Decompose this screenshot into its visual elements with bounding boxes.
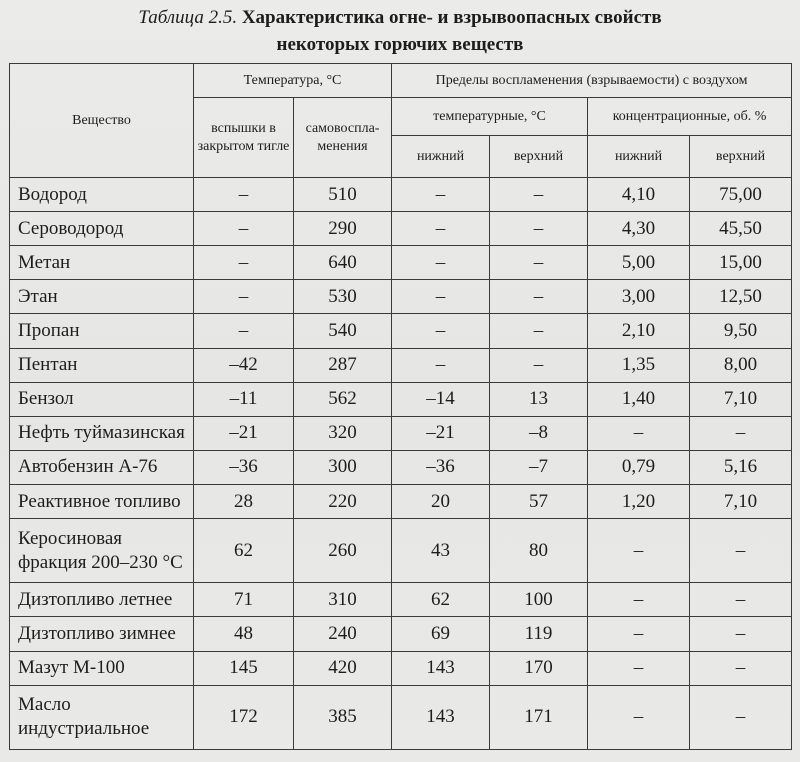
cell-autoignition: 540 <box>294 314 392 348</box>
cell-autoignition: 420 <box>294 651 392 685</box>
table-row <box>10 685 792 749</box>
cell-substance-name: Нефть туймазинская <box>10 416 194 450</box>
properties-table <box>9 63 792 750</box>
table-row <box>10 178 792 212</box>
table-row <box>10 314 792 348</box>
cell-conc-lower: 4,10 <box>588 178 690 212</box>
cell-flash-point: – <box>194 212 294 246</box>
header-conc-upper: верхний <box>690 136 792 178</box>
table-title-line1: Характеристика огне- и взрывоопасных свойств <box>241 7 662 28</box>
cell-flash-point: –42 <box>194 348 294 382</box>
cell-temp-upper: 57 <box>490 484 588 518</box>
cell-temp-upper: 13 <box>490 382 588 416</box>
cell-substance-name: Реактивное топливо <box>10 484 194 518</box>
table-row <box>10 450 792 484</box>
cell-conc-upper: 7,10 <box>690 484 792 518</box>
cell-conc-lower: 4,30 <box>588 212 690 246</box>
cell-substance-name: Автобензин А-76 <box>10 450 194 484</box>
table-row <box>10 246 792 280</box>
cell-conc-upper: – <box>690 416 792 450</box>
cell-temp-lower: 43 <box>392 519 490 583</box>
cell-conc-lower: 1,20 <box>588 484 690 518</box>
cell-conc-upper: 12,50 <box>690 280 792 314</box>
cell-temp-lower: –14 <box>392 382 490 416</box>
cell-substance-name: Пентан <box>10 348 194 382</box>
header-conc-lower: нижний <box>588 136 690 178</box>
cell-conc-upper: – <box>690 617 792 651</box>
cell-conc-lower: 0,79 <box>588 450 690 484</box>
cell-temp-lower: –21 <box>392 416 490 450</box>
header-row-1 <box>10 64 792 98</box>
cell-flash-point: 62 <box>194 519 294 583</box>
cell-temp-lower: 62 <box>392 583 490 617</box>
cell-conc-lower: – <box>588 685 690 749</box>
header-autoignition: самовоспла-менения <box>294 98 392 178</box>
table-row <box>10 651 792 685</box>
cell-autoignition: 240 <box>294 617 392 651</box>
cell-conc-lower: – <box>588 519 690 583</box>
cell-autoignition: 510 <box>294 178 392 212</box>
cell-flash-point: – <box>194 246 294 280</box>
cell-substance-name: Дизтопливо летнее <box>10 583 194 617</box>
table-row <box>10 519 792 583</box>
cell-autoignition: 640 <box>294 246 392 280</box>
cell-conc-upper: 9,50 <box>690 314 792 348</box>
cell-conc-lower: 5,00 <box>588 246 690 280</box>
cell-temp-upper: – <box>490 212 588 246</box>
cell-conc-upper: – <box>690 651 792 685</box>
cell-flash-point: 28 <box>194 484 294 518</box>
cell-conc-lower: – <box>588 651 690 685</box>
cell-conc-lower: 1,35 <box>588 348 690 382</box>
table-body <box>10 178 792 750</box>
cell-autoignition: 320 <box>294 416 392 450</box>
cell-temp-lower: 143 <box>392 651 490 685</box>
table-row <box>10 416 792 450</box>
cell-temp-lower: – <box>392 280 490 314</box>
cell-substance-name: Сероводород <box>10 212 194 246</box>
cell-autoignition: 220 <box>294 484 392 518</box>
header-conc-limits: концентрационные, об. % <box>588 98 792 136</box>
table-caption <box>0 4 800 58</box>
cell-substance-name: Водород <box>10 178 194 212</box>
cell-temp-lower: 20 <box>392 484 490 518</box>
cell-autoignition: 310 <box>294 583 392 617</box>
header-substance: Вещество <box>10 64 194 178</box>
cell-flash-point: – <box>194 178 294 212</box>
cell-conc-upper: 45,50 <box>690 212 792 246</box>
table-row <box>10 212 792 246</box>
cell-conc-upper: 5,16 <box>690 450 792 484</box>
cell-temp-upper: – <box>490 246 588 280</box>
cell-temp-lower: – <box>392 348 490 382</box>
cell-autoignition: 290 <box>294 212 392 246</box>
cell-autoignition: 530 <box>294 280 392 314</box>
table-label: Таблица 2.5. <box>138 7 238 28</box>
cell-temp-upper: – <box>490 348 588 382</box>
cell-flash-point: 145 <box>194 651 294 685</box>
cell-autoignition: 385 <box>294 685 392 749</box>
table-row <box>10 617 792 651</box>
cell-temp-upper: – <box>490 178 588 212</box>
cell-flash-point: – <box>194 314 294 348</box>
cell-substance-name: Метан <box>10 246 194 280</box>
cell-conc-upper: – <box>690 519 792 583</box>
cell-autoignition: 260 <box>294 519 392 583</box>
cell-temp-upper: 80 <box>490 519 588 583</box>
cell-autoignition: 562 <box>294 382 392 416</box>
cell-flash-point: –11 <box>194 382 294 416</box>
cell-temp-lower: – <box>392 212 490 246</box>
cell-substance-name: Этан <box>10 280 194 314</box>
cell-conc-lower: 2,10 <box>588 314 690 348</box>
cell-conc-lower: – <box>588 617 690 651</box>
cell-conc-lower: – <box>588 583 690 617</box>
cell-temp-lower: – <box>392 178 490 212</box>
cell-flash-point: 172 <box>194 685 294 749</box>
table-title-line2: некоторых горючих веществ <box>276 34 524 55</box>
cell-substance-name: Масло индустриальное <box>10 685 194 749</box>
cell-flash-point: –36 <box>194 450 294 484</box>
cell-substance-name: Пропан <box>10 314 194 348</box>
cell-substance-name: Дизтопливо зимнее <box>10 617 194 651</box>
cell-temp-upper: –8 <box>490 416 588 450</box>
table-row <box>10 382 792 416</box>
cell-temp-lower: – <box>392 314 490 348</box>
header-temp-limits: температурные, °С <box>392 98 588 136</box>
cell-autoignition: 287 <box>294 348 392 382</box>
cell-substance-name: Мазут М-100 <box>10 651 194 685</box>
cell-conc-upper: 75,00 <box>690 178 792 212</box>
cell-flash-point: 71 <box>194 583 294 617</box>
cell-temp-upper: 171 <box>490 685 588 749</box>
header-temperature: Температура, °С <box>194 64 392 98</box>
cell-substance-name: Бензол <box>10 382 194 416</box>
table-row <box>10 583 792 617</box>
cell-conc-lower: 1,40 <box>588 382 690 416</box>
cell-temp-upper: –7 <box>490 450 588 484</box>
cell-flash-point: –21 <box>194 416 294 450</box>
table-row <box>10 348 792 382</box>
header-flash-point: вспышки в закрытом тигле <box>194 98 294 178</box>
cell-conc-upper: 7,10 <box>690 382 792 416</box>
cell-conc-lower: – <box>588 416 690 450</box>
cell-autoignition: 300 <box>294 450 392 484</box>
cell-conc-upper: 15,00 <box>690 246 792 280</box>
cell-conc-lower: 3,00 <box>588 280 690 314</box>
table-row <box>10 484 792 518</box>
cell-temp-lower: 69 <box>392 617 490 651</box>
cell-flash-point: 48 <box>194 617 294 651</box>
cell-temp-lower: –36 <box>392 450 490 484</box>
header-temp-lower: нижний <box>392 136 490 178</box>
cell-temp-lower: 143 <box>392 685 490 749</box>
header-temp-upper: верхний <box>490 136 588 178</box>
cell-flash-point: – <box>194 280 294 314</box>
cell-conc-upper: 8,00 <box>690 348 792 382</box>
cell-temp-upper: – <box>490 280 588 314</box>
cell-temp-upper: 170 <box>490 651 588 685</box>
cell-conc-upper: – <box>690 685 792 749</box>
cell-temp-upper: – <box>490 314 588 348</box>
cell-temp-upper: 119 <box>490 617 588 651</box>
cell-substance-name: Керосиновая фракция 200–230 °С <box>10 519 194 583</box>
cell-temp-upper: 100 <box>490 583 588 617</box>
header-ignition-limits: Пределы воспламенения (взрываемости) с воздухом <box>392 64 792 98</box>
cell-conc-upper: – <box>690 583 792 617</box>
table-row <box>10 280 792 314</box>
cell-temp-lower: – <box>392 246 490 280</box>
